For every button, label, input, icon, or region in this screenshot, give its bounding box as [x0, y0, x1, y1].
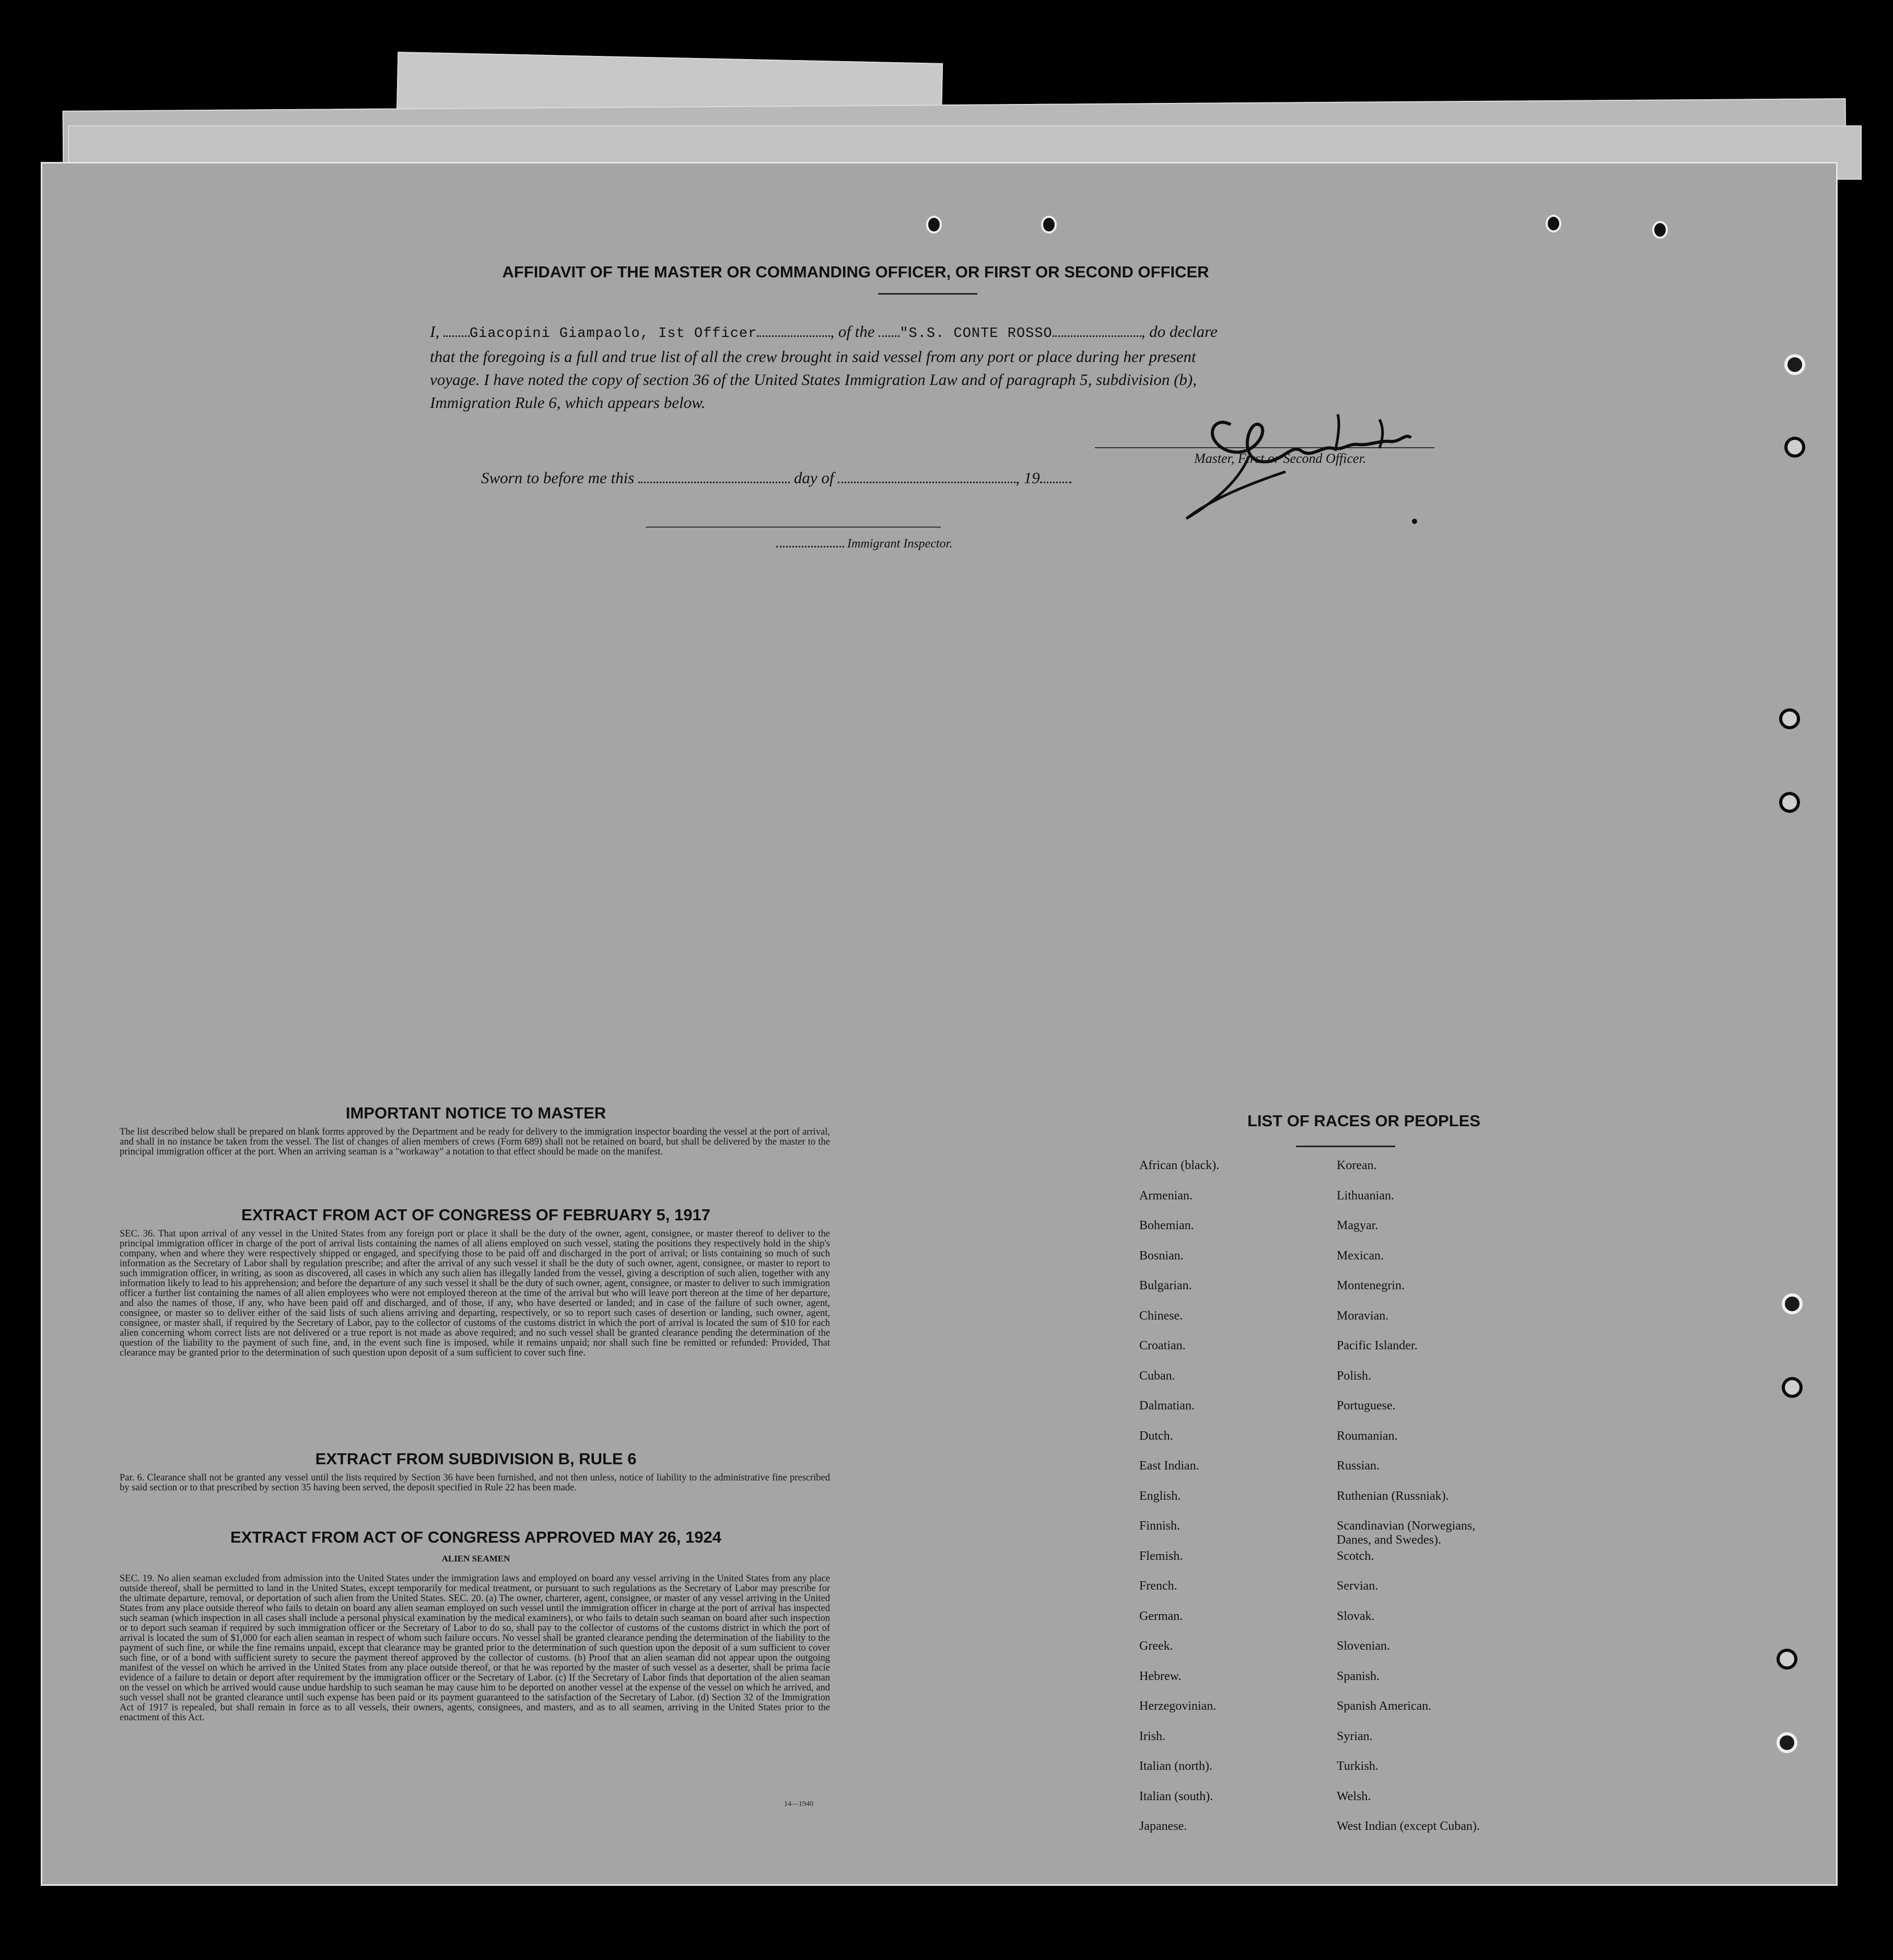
extract-rule6-title: EXTRACT FROM SUBDIVISION B, RULE 6	[315, 1450, 637, 1468]
document-page	[41, 162, 1838, 1886]
races-right-column	[1337, 1159, 1608, 1850]
race-item: Cuban.	[1139, 1369, 1175, 1383]
punch-hole-icon	[1652, 221, 1668, 239]
affidavit-line-3: voyage. I have noted the copy of section 36 of the United States Immigration Law and of paragraph 5, subdivision (b),	[430, 370, 1197, 389]
race-item: French.	[1139, 1579, 1177, 1593]
affidavit-line-2: that the foregoing is a full and true list of all the crew brought in said vessel from any port or place during her present	[430, 347, 1196, 366]
extract-1917-title: EXTRACT FROM ACT OF CONGRESS OF FEBRUARY 5, 1917	[241, 1206, 710, 1224]
race-item: African (black).	[1139, 1159, 1220, 1172]
race-item: Bulgarian.	[1139, 1279, 1192, 1292]
binder-ring-icon	[1777, 1732, 1797, 1753]
race-item: Italian (south).	[1139, 1789, 1213, 1803]
notice-title: IMPORTANT NOTICE TO MASTER	[345, 1104, 606, 1122]
race-item: Magyar.	[1337, 1219, 1378, 1232]
race-item: Montenegrin.	[1337, 1279, 1405, 1292]
binder-ring-icon	[1782, 1293, 1803, 1314]
race-item: Flemish.	[1139, 1549, 1183, 1563]
race-item: Spanish.	[1337, 1669, 1380, 1683]
title-divider	[878, 293, 977, 295]
race-item: Italian (north).	[1139, 1759, 1212, 1773]
extract-1917-text: SEC. 36. That upon arrival of any vessel in the United States from any foreign port or place it shall be the duty of the owner, agent, consignee, or master thereof to deliver to the principal immigration officer in charge of the port of arrival lists containing the names of all aliens employed on such vessel, stating the positions they respectively hold in the ship's company, when and where they were respectively shipped or engaged, and specifying those to be paid off and discharged in the port of arrival; or lists containing so much of such information as the Secretary of Labor shall by regulation prescribe; and after the arrival of any such vessel it shall be the duty of such owner, agent, consignee, or master to report to such immigration officer, in writing, as soon as discovered, all cases in which any such alien has illegally landed from the vessel, giving a description of such alien, together with any information likely to lead to his apprehension; and before the departure of any such vessel it shall be the duty of such owner, agent, consignee, or master to deliver to such immigration officer a further list containing the names of all alien employees who were not employed thereon at the time of the arrival but who will leave port thereon at the time of her departure, and also the names of those, if any, who have been paid off and discharged, and of those, if any, who have deserted or landed; and in case of the failure of such owner, agent, consignee, or master so to deliver either of the said lists of such aliens arriving and departing, respectively, or so to report such cases of desertion or landing, such owner, agent, consignee, or master shall, if required by the Secretary of Labor, pay to the collector of customs of the customs district in which the port of arrival is located the sum of $10 for each alien concerning whom correct lists are not delivered or a true report is not made as above required; and no such vessel shall be granted clearance pending the determination of the question of the liability to the payment of such fine, and, in the event such fine is imposed, while it remains unpaid; nor shall such fine be remitted or refunded: Provided, That clearance may be granted prior to the determination of such question upon deposit of a sum sufficient to cover such fine.	[120, 1229, 830, 1358]
race-item: Japanese.	[1139, 1819, 1187, 1833]
ink-dot	[1412, 519, 1417, 524]
vessel-name: "S.S. CONTE ROSSO	[899, 326, 1053, 342]
race-item: Pacific Islander.	[1337, 1339, 1418, 1352]
binder-ring-icon	[1784, 354, 1805, 375]
race-item: Chinese.	[1139, 1309, 1183, 1323]
races-divider	[1296, 1146, 1395, 1147]
race-item: East Indian.	[1139, 1459, 1199, 1473]
race-item: Herzegovinian.	[1139, 1699, 1217, 1713]
extract-1924-text: SEC. 19. No alien seaman excluded from admission into the United States under the immigration laws and employed on board any vessel arriving in the United States from any place outside thereof, shall be permitted to land in the United States, except temporarily for medical treatment, or pursuant to such regulations as the Secretary of Labor may prescribe for the ultimate departure, removal, or deportation of such alien from the United States. SEC. 20. (a) The owner, charterer, agent, consignee, or master of any vessel arriving in the United States from any place outside thereof who fails to detain on board any alien seaman employed on such vessel until the immigration officer in charge at the port of arrival has inspected such seaman (which inspection in all cases shall include a personal physical examination by the medical examiners), or who fails to detain such seaman on board after such inspection or to deport such seaman if required by such immigration officer or the Secretary of Labor to do so, shall pay to the collector of customs of the customs district in which the port of arrival is located the sum of $1,000 for each alien seaman in respect of whom such failure occurs. No vessel shall be granted clearance pending the determination of the liability to the payment of such fine, or while the fine remains unpaid, except that clearance may be granted prior to the determination of such question upon the deposit of a sum sufficient to cover such fine, or of a bond with sufficient surety to secure the payment thereof approved by the collector of customs. (b) Proof that an alien seaman did not appear upon the outgoing manifest of the vessel on which he arrived in the United States from any place outside thereof, or that he was reported by the master of such vessel as a deserter, shall be prima facie evidence of a failure to detain or deport after requirement by the immigration officer or the Secretary of Labor. (c) If the Secretary of Labor finds that deportation of the alien seaman on the vessel on which he arrived would cause undue hardship to such seaman he may cause him to be deported on another vessel at the expense of the vessel on which he arrived, and such vessel shall not be granted clearance until such expense has been paid or its payment guaranteed to the satisfaction of the Secretary of Labor. (d) Section 32 of the Immigration Act of 1917 is repealed, but shall remain in force as to all vessels, their owners, agents, consignees, and masters, and as to all seamen, arriving in the United States prior to the enactment of this Act.	[120, 1573, 830, 1723]
inspector-line: Immigrant Inspector.	[776, 537, 952, 551]
race-item: Portuguese.	[1337, 1399, 1396, 1413]
race-item: Hebrew.	[1139, 1669, 1182, 1683]
races-left-column	[1139, 1159, 1359, 1850]
race-item: Russian.	[1337, 1459, 1380, 1473]
race-item: Dalmatian.	[1139, 1399, 1195, 1413]
race-item: Bosnian.	[1139, 1249, 1184, 1263]
race-item: Slovenian.	[1337, 1639, 1390, 1653]
race-item: Lithuanian.	[1337, 1188, 1394, 1203]
officer-name: Giacopini Giampaolo, Ist Officer	[469, 326, 757, 342]
sworn-line: Sworn to before me this day of , 19	[481, 466, 1160, 489]
race-item: German.	[1139, 1609, 1183, 1623]
race-item: Korean.	[1337, 1159, 1377, 1172]
binder-ring-icon	[1779, 792, 1800, 813]
race-item: Mexican.	[1337, 1249, 1384, 1263]
race-item: Polish.	[1337, 1369, 1372, 1383]
binder-ring-icon	[1777, 1649, 1797, 1670]
race-item: Croatian.	[1139, 1339, 1186, 1352]
race-item: Moravian.	[1337, 1309, 1389, 1323]
race-item: Ruthenian (Russniak).	[1337, 1489, 1449, 1503]
race-item: Spanish American.	[1337, 1699, 1432, 1713]
race-item: Scotch.	[1337, 1549, 1374, 1563]
extract-1924-title: EXTRACT FROM ACT OF CONGRESS APPROVED MAY 26, 1924	[230, 1528, 721, 1546]
race-item: Greek.	[1139, 1639, 1173, 1653]
affidavit-line-4: Immigration Rule 6, which appears below.	[430, 393, 706, 412]
race-item: Roumanian.	[1337, 1429, 1398, 1443]
race-item: Bohemian.	[1139, 1219, 1194, 1232]
punch-hole-icon	[926, 216, 942, 234]
race-item: Servian.	[1337, 1579, 1378, 1593]
race-item: Turkish.	[1337, 1759, 1378, 1773]
binder-ring-icon	[1782, 1377, 1803, 1398]
race-item: Scandinavian (Norwegians, Danes, and Swedes).	[1337, 1519, 1476, 1547]
race-item: Dutch.	[1139, 1429, 1173, 1443]
affidavit-line-1: I, Giacopini Giampaolo, Ist Officer , of the "S.S. CONTE ROSSO , do declare	[430, 322, 1218, 342]
signature-caption: Master, First or Second Officer.	[1194, 451, 1366, 466]
race-item: English.	[1139, 1489, 1181, 1503]
notice-text: The list described below shall be prepared on blank forms approved by the Department and be ready for delivery to the immigration inspector boarding the vessel at the port of arrival, and shall in no instance be taken from the vessel. The list of changes of alien members of crews (Form 689) shall not be retained on board, but shall be delivered by the master to the principal immigration officer at the port. When an arriving seaman is a "workaway" a notation to that effect should be made on the manifest.	[120, 1127, 830, 1157]
race-item: West Indian (except Cuban).	[1337, 1819, 1480, 1833]
punch-hole-icon	[1041, 216, 1057, 234]
binder-ring-icon	[1779, 708, 1800, 729]
inspector-signature-line	[646, 527, 941, 528]
race-item: Armenian.	[1139, 1188, 1193, 1203]
races-title: LIST OF RACES OR PEOPLES	[1247, 1112, 1481, 1130]
extract-1924-subtitle: ALIEN SEAMEN	[441, 1554, 510, 1564]
race-item: Syrian.	[1337, 1729, 1373, 1743]
binder-ring-icon	[1784, 437, 1805, 458]
form-number: 14—1940	[784, 1800, 813, 1808]
extract-rule6-text: Par. 6. Clearance shall not be granted any vessel until the lists required by Section 36 have been furnished, and not then unless, notice of liability to the administrative fine prescribed by said section or to that prescribed by section 35 having been served, the deposit specified in Rule 22 has been made.	[120, 1473, 830, 1493]
race-item: Irish.	[1139, 1729, 1165, 1743]
race-item: Slovak.	[1337, 1609, 1375, 1623]
race-item: Finnish.	[1139, 1519, 1181, 1533]
punch-hole-icon	[1546, 215, 1561, 232]
affidavit-title: AFFIDAVIT OF THE MASTER OR COMMANDING OFFICER, OR FIRST OR SECOND OFFICER	[502, 263, 1209, 281]
race-item: Welsh.	[1337, 1789, 1371, 1803]
